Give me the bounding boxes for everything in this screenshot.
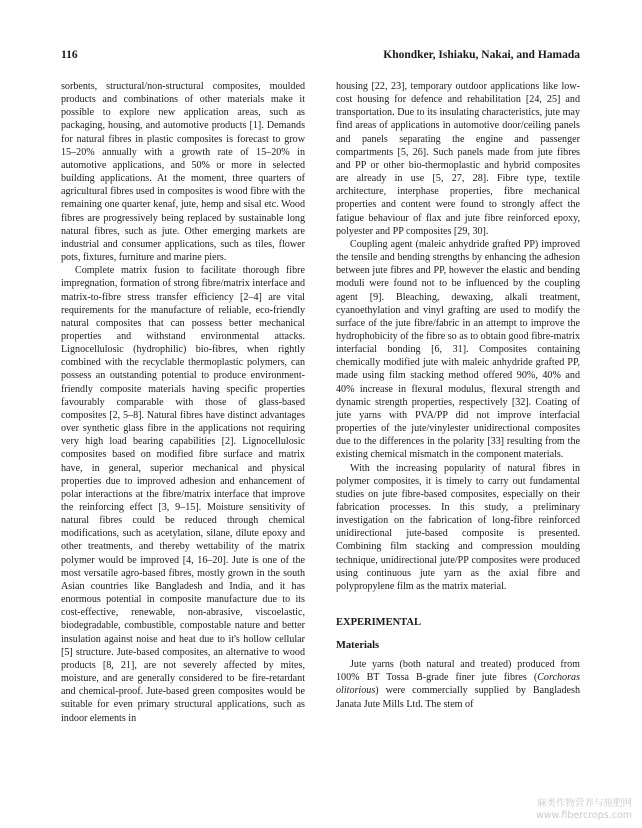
text-span: ) were commercially supplied by Bangladesh Janata Jute Mills Ltd. The stem of [336,685,580,710]
watermark-url: www.fibercrops.com [535,810,632,821]
running-authors: Khondker, Ishiaku, Nakai, and Hamada [383,49,580,61]
right-column [336,80,580,711]
subsection-heading-materials: Materials [336,640,380,652]
body-paragraph: Coupling agent (maleic anhydride grafted PP) improved the tensile and bending strengths by enhancing the adhesion between jute fibres and PP, however the elastic and bending moduli were found not to be influenced by the coupling agent [9]. Bleaching, dewaxing, alkali treatment, cyanoethylation and vinyl grafting are used to modify the surface of the jute fibre/fabric in an attempt to improve the hydrophobicity of the fibre so as to obtain good fibre-matrix interfacial bonding [6, 31]. Composites containing chemically modified jute with maleic anhydride grafted PP, made using film stacking method offered 90%, 40% and 40% increase in flexural modulus, flexural strength and dynamic strength properties, respectively [32]. Coating of jute yarns with PVA/PP did not improve interfacial properties of the jute/vinylester unidirectional composites due to the differences in the polarity [33] resulting from the existing chemical mismatch in the component materials. [336,238,580,461]
body-paragraph: With the increasing popularity of natural fibres in polymer composites, it is timely to carry out fundamental studies on jute fibre-based composites, especially on their fabrication processes. In this study, a preliminary investigation on the fabrication of long-fibre reinforced unidirectional jute-based composite is presented. Combining film stacking and compression moulding technique, unidirectional jute/PP composites were produced using continuous jute yarn as the axial fibre and polypropylene film as the matrix material. [336,462,580,592]
body-paragraph: housing [22, 23], temporary outdoor applications like low-cost housing for defence and rehabilitation [24, 25] and transportation. Due to its insulating characteristics, jute may find areas of applications in automotive door/ceiling panels and panels separating the engine and passenger compartments [5, 26]. Such panels made from jute fibres and PP or other bio-thermoplastic and hybrid composites are already in use [5, 27, 28]. Fibre type, textile architecture, interphase properties, fibre mechanical properties and content were found to strongly affect the fatigue behaviour of flax and jute fibre reinforced epoxy, polyester and PP composites [29, 30]. [336,81,580,237]
body-paragraph: Complete matrix fusion to facilitate thorough fibre impregnation, formation of strong fibre/matrix interface and matrix-to-fibre stress transfer efficiency [2–4] are vital requirements for the manufacture of reliable, eco-friendly natural composites that can possess better mechanical properties and withstand environmental attacks. Lignocellulosic (hydrophilic) bio-fibres, when rightly combined with the recyclable thermoplastic polymers, can possess an outstanding potential to produce environment-friendly composite materials having specific properties favourably comparable with those of glass-based composites [2, 5–8]. Natural fibres have distinct advantages over synthetic glass fibre in the applications not requiring very high load bearing capabilities [2]. Lignocellulosic composites based on modified fibre surface and matrix have, in general, superior mechanical and physical properties due to improved adhesion and enhancement of polar interactions at the fibre/matrix interface that improve the reinforcing effect [3, 9–15]. Moisture sensitivity of natural fibres could be reduced through chemical modifications, such as acetylation, silane, dilute epoxy and other treatments, and thereby wettability of the matrix polymer would be improved [4, 16–20]. Jute is one of the most versatile agro-based fibres, mostly grown in the south Asian countries like Bangladesh and India, and it has enormous potential in composite manufacture due to its cost-effective, renewable, non-abrasive, viscoelastic, biodegradable, combustible, compostable nature and better insulation against noise and heat due to it's hollow cellular [5] structure. Jute-based composites, an alternative to wood products [8, 21], are not severely affected by mites, moisture, and are generally considered to be fire-retardant and chemical-proof. Jute-based green composites would be suitable for even primary structural applications, such as indoor elements in [61,265,305,724]
watermark-title: 麻类作物营养与施肥网 [536,798,632,809]
left-column [61,80,305,725]
site-watermark [536,798,632,822]
body-paragraph [336,658,580,711]
body-paragraph: sorbents, structural/non-structural composites, moulded products and combinations of other materials make it possible to explore new application areas, such as packaging, housing, and automotive products [1]. Demands for natural fibres in plastic composites is forecast to grow 15–20% annually with a growth rate of 15–20% in automotive applications, and 50% or more in selected building applications. At the moment, three quarters of agricultural fibres used in composites is wood fibre with the remaining one quarter kenaf, jute, hemp and sisal etc. Wood fibres are progressively being replaced by sustainable long natural fibres, such as jute. Other emerging markets are industrial and consumer applications, such as tiles, flower pots, fixtures, furniture and marine piers. [61,81,305,264]
section-heading-experimental: EXPERIMENTAL [336,617,421,629]
text-span: Jute yarns (both natural and treated) produced from 100% BT Tossa B-grade finer jute fibres ( [336,659,580,684]
page-number: 116 [61,49,78,61]
species-name: Corchoras olitorious [336,672,580,697]
